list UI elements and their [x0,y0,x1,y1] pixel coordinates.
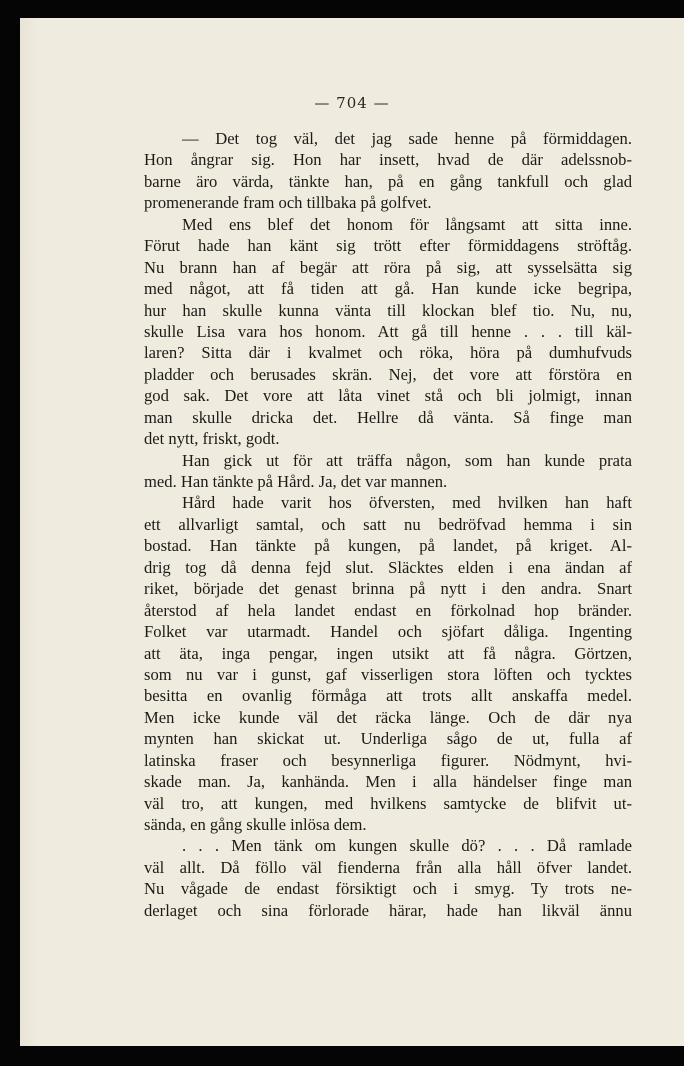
text-line: Nu vågade de endast försiktigt och i smyg. Ty trots ne- [144,879,632,899]
text-line: drig tog då denna fejd slut. Släcktes elden i ena ändan af [144,557,632,577]
text-line: bostad. Han tänkte på kungen, på landet, på kriget. Al- [144,536,632,556]
text-line: god sak. Det vore att låta vinet stå och bli jolmigt, innan [144,386,632,406]
text-line: . . . Men tänk om kungen skulle dö? . . . Då ramlade [182,836,632,856]
text-line: skulle Lisa vara hos honom. Att gå till henne . . . till käl- [144,321,632,341]
text-line: som nu var i gunst, gaf visserligen stora löften och tycktes [144,664,632,684]
text-line: återstod af hela landet endast en förkolnad hop bränder. [144,600,632,620]
text-line: med något, att få tiden att gå. Han kunde icke begripa, [144,279,632,299]
text-line: Han gick ut för att träffa någon, som han kunde prata [182,450,632,470]
text-line: barne äro värda, tänkte han, på en gång tankfull och glad [144,171,632,191]
book-page [20,18,684,1046]
text-line: med. Han tänkte på Hård. Ja, det var mannen. [144,472,448,491]
text-line: ett allvarligt samtal, och satt nu bedröfvad hemma i sin [144,514,632,534]
text-line: man skulle dricka det. Hellre då vänta. Så finge man [144,407,632,427]
text-line: Förut hade han känt sig trött efter förmiddagens ströftåg. [144,236,632,256]
text-line: — Det tog väl, det jag sade henne på förmiddagen. [182,129,632,148]
text-line: väl allt. Då föllo väl fienderna från alla håll öfver landet. [144,857,632,877]
text-line: att äta, inga pengar, ingen utsikt att få några. Görtzen, [144,643,632,663]
text-line: Men icke kunde väl det räcka länge. Och de där nya [144,707,632,727]
text-line: mynten han skickat ut. Underliga sågo de ut, fulla af [144,729,632,749]
text-line: hur han skulle kunna vänta till klockan blef tio. Nu, nu, [144,300,632,320]
page-number: — 704 — [314,94,390,112]
body-text [144,128,632,921]
text-line: promenerande fram och tillbaka på golfvet. [144,193,432,213]
text-line: Hård hade varit hos öfversten, med hvilken han haft [182,493,632,513]
text-line: latinska fraser och besynnerliga figurer. Nödmynt, hvi- [144,750,632,770]
text-line: Hon ångrar sig. Hon har insett, hvad de där adelssnob- [144,150,632,170]
text-line: Nu brann han af begär att röra på sig, att sysselsätta sig [144,257,632,277]
text-line: derlaget och sina förlorade härar, hade han likväl ännu [144,900,632,920]
text-line: pladder och berusades skrän. Nej, det vore att förstöra en [144,364,632,384]
text-line: det nytt, friskt, godt. [144,429,280,449]
text-line: Med ens blef det honom för långsamt att sitta inne. [182,214,632,234]
text-line: laren? Sitta där i kvalmet och röka, höra på dumhufvuds [144,343,632,363]
text-line: väl tro, att kungen, med hvilkens samtycke de blifvit ut- [144,793,632,813]
text-line: sända, en gång skulle inlösa dem. [144,815,367,834]
text-line: besitta en ovanlig förmåga att trots allt anskaffa medel. [144,686,632,706]
text-line: skade man. Ja, kanhända. Men i alla händelser finge man [144,772,632,792]
text-line: Folket var utarmadt. Handel och sjöfart dåliga. Ingenting [144,622,632,642]
text-line: riket, började det genast brinna på nytt i den andra. Snart [144,579,632,599]
